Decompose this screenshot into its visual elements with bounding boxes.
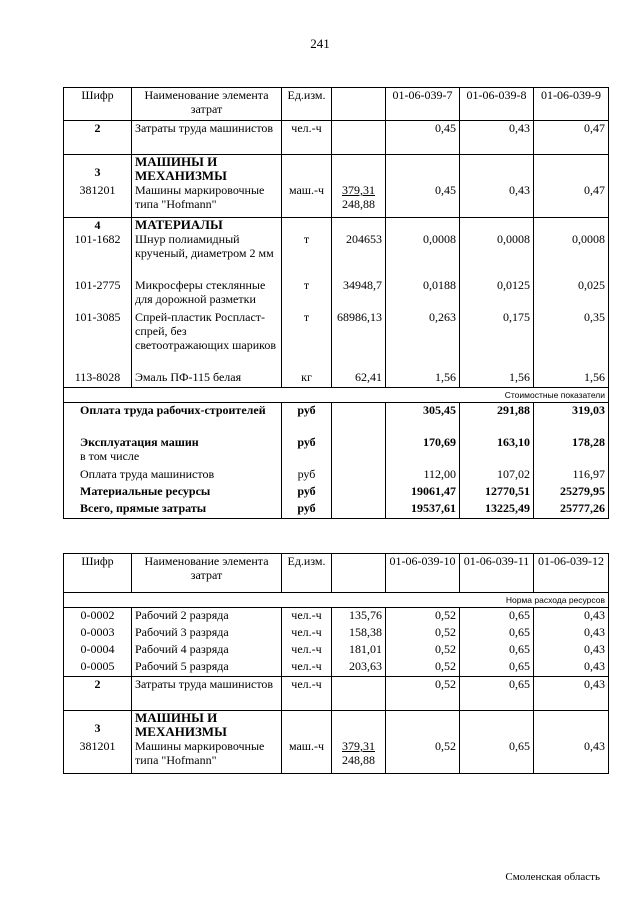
section-row-machines: 3 МАШИНЫ И МЕХАНИЗМЫ — [64, 711, 609, 740]
table-row: 101-1682 Шнур полиамидный крученый, диаметром 2 мм т 204653 0,0008 0,0008 0,0008 — [64, 232, 609, 278]
norms-table-1 — [63, 87, 609, 519]
col-code9-header: 01-06-039-9 — [534, 88, 609, 121]
footer-region: Смоленская область — [505, 871, 600, 883]
table-row: 2 Затраты труда машинистов чел.-ч 0,45 0,43 0,47 — [64, 121, 609, 155]
section-row-machines: 3 МАШИНЫ И МЕХАНИЗМЫ — [64, 155, 609, 184]
table-row: 381201 Машины маркировочные типа "Hofmann" маш.-ч 379,31 248,88 0,45 0,43 0,47 — [64, 183, 609, 218]
table-row: 381201 Машины маркировочные типа "Hofmann" маш.-ч 379,31 248,88 0,52 0,65 0,43 — [64, 739, 609, 774]
col-name-header: Наименование элемента затрат — [132, 88, 282, 121]
col-price-header — [332, 88, 386, 121]
table-row: 0-0004 Рабочий 4 разряда чел.-ч 181,01 0,52 0,65 0,43 — [64, 642, 609, 659]
table-row: 2 Затраты труда машинистов чел.-ч 0,52 0,65 0,43 — [64, 677, 609, 711]
col-code8-header: 01-06-039-8 — [460, 88, 534, 121]
table-row: 0-0002 Рабочий 2 разряда чел.-ч 135,76 0,52 0,65 0,43 — [64, 608, 609, 626]
cost-row: Материальные ресурсы руб 19061,47 12770,51 25279,95 — [64, 484, 609, 501]
norms-table-2 — [63, 553, 609, 774]
section-row-materials: 4 МАТЕРИАЛЫ — [64, 218, 609, 233]
cost-row: Оплата труда рабочих-строителей руб 305,45 291,88 319,03 — [64, 403, 609, 436]
table-header — [64, 88, 609, 121]
table-row: 101-3085 Спрей-пластик Роспласт-спрей, без светоотражающих шариков т 68986,13 0,263 0,175 0,35 — [64, 310, 609, 370]
col-code-header: Шифр — [64, 88, 132, 121]
norm-header-row: Норма расхода ресурсов — [64, 593, 609, 608]
cost-row: Всего, прямые затраты руб 19537,61 13225,49 25777,26 — [64, 501, 609, 519]
table-row: 0-0003 Рабочий 3 разряда чел.-ч 158,38 0,52 0,65 0,43 — [64, 625, 609, 642]
table-row: 113-8028 Эмаль ПФ-115 белая кг 62,41 1,56 1,56 1,56 — [64, 370, 609, 388]
table-row: 101-2775 Микросферы стеклянные для дорожной разметки т 34948,7 0,0188 0,0125 0,025 — [64, 278, 609, 310]
page-number: 241 — [310, 36, 330, 51]
col-code7-header: 01-06-039-7 — [386, 88, 460, 121]
cost-header-row: Стоимостные показатели — [64, 388, 609, 403]
table-row: 0-0005 Рабочий 5 разряда чел.-ч 203,63 0,52 0,65 0,43 — [64, 659, 609, 677]
table-header: Шифр Наименование элемента затрат Ед.изм. 01-06-039-10 01-06-039-11 01-06-039-12 — [64, 554, 609, 593]
cost-row: Эксплуатация машин в том числе руб 170,69 163,10 178,28 — [64, 435, 609, 467]
cost-row: Оплата труда машинистов руб 112,00 107,02 116,97 — [64, 467, 609, 484]
col-unit-header: Ед.изм. — [282, 88, 332, 121]
